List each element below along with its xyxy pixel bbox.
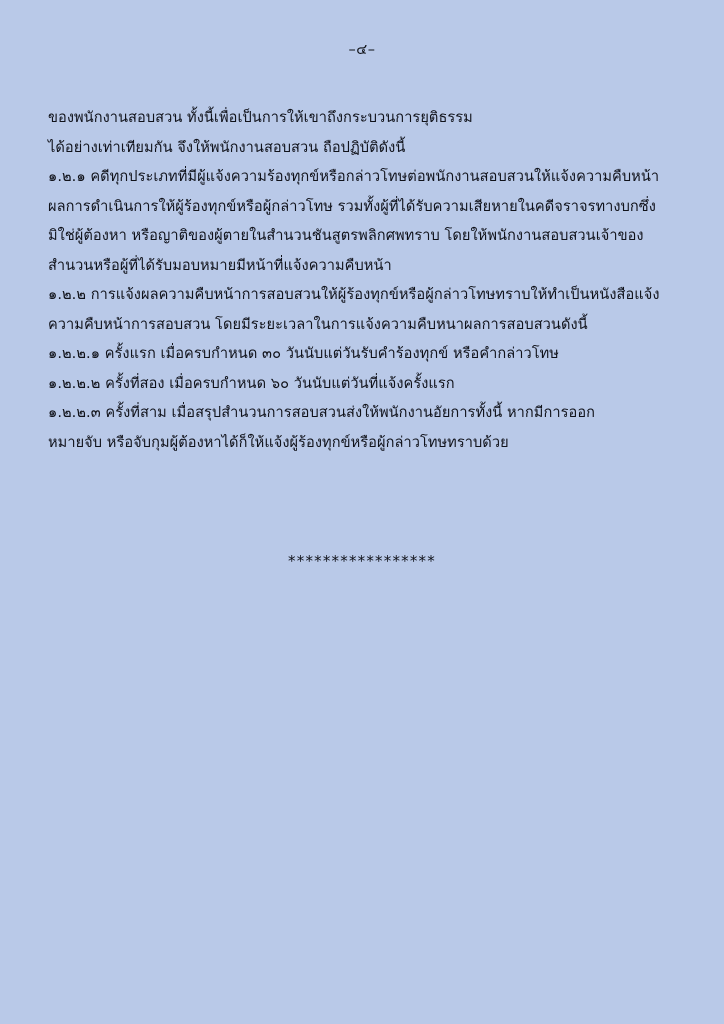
body-line: ผลการดำเนินการให้ผู้ร้องทุกข์หรือผู้กล่าวโทษ รวมทั้งผู้ที่ได้รับความเสียหายในคดีจราจรทางบกซึ่ง: [48, 197, 656, 215]
body-line: ความคืบหน้าการสอบสวน โดยมีระยะเวลาในการแจ้งความคืบหนาผลการสอบสวนดังนี้: [48, 315, 588, 333]
page-number: –๔–: [348, 42, 376, 58]
body-line: ๑.๒.๒.๑ ครั้งแรก เมื่อครบกำหนด ๓๐ วันนับแต่วันรับคำร้องทุกข์ หรือคำกล่าวโทษ: [48, 345, 559, 362]
document-body: [0, 61, 724, 457]
body-line: ๑.๒.๒.๓ ครั้งที่สาม เมื่อสรุปสำนวนการสอบสวนส่งให้พนักงานอัยการทั้งนี้ หากมีการออก: [48, 404, 596, 421]
body-line: ของพนักงานสอบสวน ทั้งนี้เพื่อเป็นการให้เขาถึงกระบวนการยุติธรรม: [48, 109, 473, 126]
body-line: มิใช่ผู้ต้องหา หรือญาติของผู้ตายในสำนวนชันสูตรพลิกศพทราบ โดยให้พนักงานสอบสวนเจ้าของ: [48, 227, 644, 244]
body-line: ๑.๒.๒ การแจ้งผลความคืบหน้าการสอบสวนให้ผู้ร้องทุกข์หรือผู้กล่าวโทษทราบให้ทำเป็นหนังสือแจ้ง: [48, 286, 660, 303]
body-line: หมายจับ หรือจับกุมผู้ต้องหาได้ก็ให้แจ้งผู้ร้องทุกข์หรือผู้กล่าวโทษทราบด้วย: [48, 433, 509, 451]
body-line: ได้อย่างเท่าเทียมกัน จึงให้พนักงานสอบสวน ถือปฏิบัติดังนี้: [48, 138, 406, 156]
body-line: สำนวนหรือผู้ที่ได้รับมอบหมายมีหน้าที่แจ้งความคืบหน้า: [48, 256, 392, 274]
footer-separator: *****************: [288, 552, 436, 570]
body-line: ๑.๒.๑ คดีทุกประเภทที่มีผู้แจ้งความร้องทุกข์หรือกล่าวโทษต่อพนักงานสอบสวนให้แจ้งความคืบหน้า: [48, 168, 660, 185]
body-line: ๑.๒.๒.๒ ครั้งที่สอง เมื่อครบกำหนด ๖๐ วันนับแต่วันที่แจ้งครั้งแรก: [48, 374, 455, 392]
